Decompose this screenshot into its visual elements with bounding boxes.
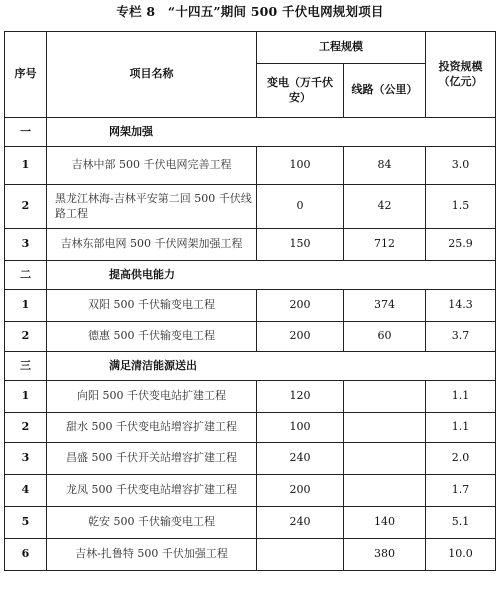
table-row [5, 507, 496, 539]
row-substation: 200 [257, 290, 344, 322]
row-line [344, 475, 426, 507]
header-investment: 投资规模（亿元） [426, 32, 496, 118]
row-substation: 150 [257, 229, 344, 261]
row-seq: 2 [5, 413, 47, 443]
row-project-name: 向阳 500 千伏变电站扩建工程 [47, 381, 257, 413]
row-substation: 240 [257, 507, 344, 539]
table-row [5, 413, 496, 443]
row-investment: 1.7 [426, 475, 496, 507]
row-seq: 3 [5, 443, 47, 475]
section-row [5, 261, 496, 290]
table-row [5, 185, 496, 229]
row-line: 712 [344, 229, 426, 261]
section-row [5, 352, 496, 381]
row-line: 84 [344, 147, 426, 185]
header-seq: 序号 [5, 32, 47, 118]
row-investment: 1.5 [426, 185, 496, 229]
row-investment: 14.3 [426, 290, 496, 322]
table-row [5, 290, 496, 322]
row-seq: 1 [5, 290, 47, 322]
row-seq: 5 [5, 507, 47, 539]
header-line: 线路（公里） [344, 64, 426, 118]
row-line [344, 443, 426, 475]
table-row [5, 539, 496, 571]
row-seq: 2 [5, 185, 47, 229]
row-project-name: 吉林中部 500 千伏电网完善工程 [47, 147, 257, 185]
section-title: 满足清洁能源送出 [47, 352, 496, 381]
row-line: 60 [344, 322, 426, 352]
row-investment: 5.1 [426, 507, 496, 539]
row-line: 140 [344, 507, 426, 539]
header-scale: 工程规模 [257, 32, 426, 64]
row-substation: 120 [257, 381, 344, 413]
row-project-name: 甜水 500 千伏变电站增容扩建工程 [47, 413, 257, 443]
row-project-name: 黑龙江林海-吉林平安第二回 500 千伏线路工程 [47, 185, 257, 229]
section-title: 网架加强 [47, 118, 496, 147]
row-project-name: 吉林-扎鲁特 500 千伏加强工程 [47, 539, 257, 571]
row-investment: 10.0 [426, 539, 496, 571]
row-seq: 3 [5, 229, 47, 261]
row-project-name: 德惠 500 千伏输变电工程 [47, 322, 257, 352]
row-project-name: 双阳 500 千伏输变电工程 [47, 290, 257, 322]
table-row [5, 229, 496, 261]
table-row [5, 322, 496, 352]
table-row [5, 475, 496, 507]
row-line [344, 381, 426, 413]
row-investment: 2.0 [426, 443, 496, 475]
row-investment: 1.1 [426, 413, 496, 443]
table-body [5, 118, 496, 571]
section-number: 二 [5, 261, 47, 290]
row-substation: 100 [257, 147, 344, 185]
row-investment: 25.9 [426, 229, 496, 261]
row-project-name: 昌盛 500 千伏开关站增容扩建工程 [47, 443, 257, 475]
row-substation: 240 [257, 443, 344, 475]
row-seq: 1 [5, 147, 47, 185]
table-row [5, 147, 496, 185]
header-row-1 [5, 32, 496, 64]
row-project-name: 吉林东部电网 500 千伏网架加强工程 [47, 229, 257, 261]
section-number: 三 [5, 352, 47, 381]
row-substation: 100 [257, 413, 344, 443]
row-seq: 6 [5, 539, 47, 571]
row-line: 374 [344, 290, 426, 322]
row-substation [257, 539, 344, 571]
row-substation: 0 [257, 185, 344, 229]
header-substation: 变电（万千伏安） [257, 64, 344, 118]
project-table [4, 31, 496, 571]
section-number: 一 [5, 118, 47, 147]
row-line [344, 413, 426, 443]
table-title: 专栏 8 “十四五”期间 500 千伏电网规划项目 [116, 4, 384, 19]
row-line: 42 [344, 185, 426, 229]
header-name: 项目名称 [47, 32, 257, 118]
row-investment: 3.0 [426, 147, 496, 185]
row-project-name: 龙凤 500 千伏变电站增容扩建工程 [47, 475, 257, 507]
row-seq: 2 [5, 322, 47, 352]
row-project-name: 乾安 500 千伏输变电工程 [47, 507, 257, 539]
row-substation: 200 [257, 322, 344, 352]
row-substation: 200 [257, 475, 344, 507]
row-seq: 1 [5, 381, 47, 413]
row-investment: 1.1 [426, 381, 496, 413]
row-line: 380 [344, 539, 426, 571]
section-row [5, 118, 496, 147]
row-investment: 3.7 [426, 322, 496, 352]
row-seq: 4 [5, 475, 47, 507]
section-title: 提高供电能力 [47, 261, 496, 290]
table-row [5, 381, 496, 413]
table-row [5, 443, 496, 475]
